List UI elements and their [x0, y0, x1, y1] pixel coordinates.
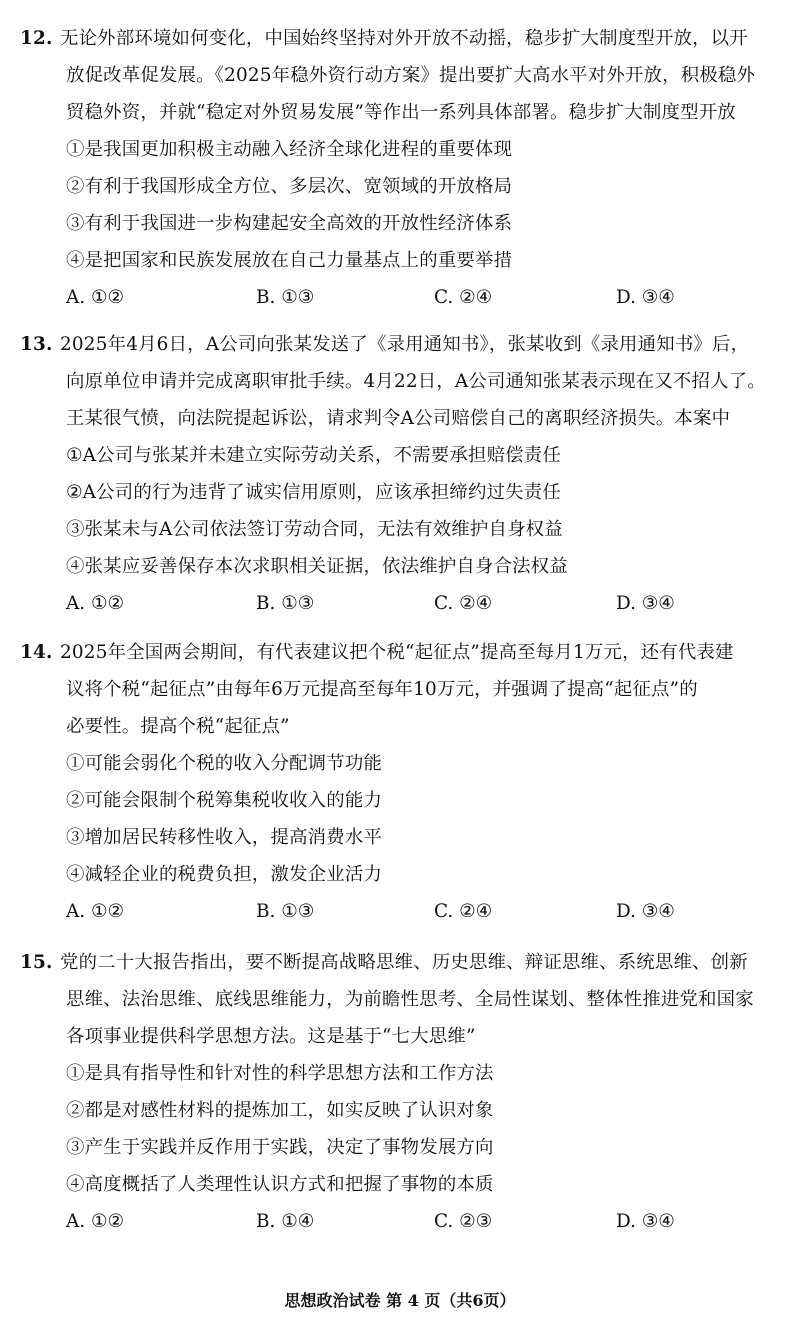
answer-choices [20, 585, 790, 622]
question-stem-line: 向原单位申请并完成离职审批手续。4月22日，A公司通知张某表示现在又不招人了。 [66, 371, 766, 392]
question-number: 12. [20, 28, 53, 49]
choice-b: B. ①③ [256, 593, 315, 614]
statement-option: ①可能会弱化个税的收入分配调节功能 [66, 753, 383, 774]
choice-a: A. ①② [66, 593, 124, 614]
statement-option: ③增加居民转移性收入，提高消费水平 [66, 827, 383, 848]
choice-a: A. ①② [66, 901, 124, 922]
choice-a: A. ①② [66, 1211, 124, 1232]
question-stem-line: 放促改革促发展。《2025年稳外资行动方案》提出要扩大高水平对外开放，积极稳外 [66, 65, 756, 86]
statement-option: ③张某未与A公司依法签订劳动合同，无法有效维护自身权益 [66, 519, 563, 540]
question-number: 15. [20, 952, 53, 973]
choice-c: C. ②④ [434, 593, 493, 614]
choice-b: B. ①③ [256, 287, 315, 308]
statement-option: ②可能会限制个税筹集税收收入的能力 [66, 790, 383, 811]
choice-b: B. ①③ [256, 901, 315, 922]
question-12 [20, 20, 790, 316]
question-stem-line: 14. 2025年全国两会期间，有代表建议把个税“起征点”提高至每月1万元，还有代表建 [20, 634, 790, 671]
answer-choices [20, 279, 790, 316]
question-13 [20, 326, 790, 622]
statement-option: ①是我国更加积极主动融入经济全球化进程的重要体现 [66, 139, 513, 160]
statement-option: ④高度概括了人类理性认识方式和把握了事物的本质 [66, 1174, 494, 1195]
question-stem-line: 15. 党的二十大报告指出，要不断提高战略思维、历史思维、辩证思维、系统思维、创新 [20, 944, 790, 981]
choice-d: D. ③④ [616, 1211, 675, 1232]
question-stem-line: 贸稳外资，并就“稳定对外贸易发展”等作出一系列具体部署。稳步扩大制度型开放 [66, 102, 736, 123]
statement-option: ②都是对感性材料的提炼加工，如实反映了认识对象 [66, 1100, 494, 1121]
question-stem-line: 思维、法治思维、底线思维能力，为前瞻性思考、全局性谋划、整体性推进党和国家 [66, 989, 754, 1010]
choice-d: D. ③④ [616, 901, 675, 922]
statement-option: ④张某应妥善保存本次求职相关证据，依法维护自身合法权益 [66, 556, 568, 577]
choice-d: D. ③④ [616, 593, 675, 614]
statement-option: ②A公司的行为违背了诚实信用原则，应该承担缔约过失责任 [66, 482, 561, 503]
question-number: 13. [20, 334, 53, 355]
page-footer: 思想政治试卷 第 4 页（共6页） [284, 1291, 516, 1310]
statement-option: ①是具有指导性和针对性的科学思想方法和工作方法 [66, 1063, 494, 1084]
choice-d: D. ③④ [616, 287, 675, 308]
question-14 [20, 634, 790, 930]
question-stem-line: 议将个税“起征点”由每年6万元提高至每年10万元，并强调了提高“起征点”的 [66, 679, 698, 700]
question-stem-line: 13. 2025年4月6日，A公司向张某发送了《录用通知书》，张某收到《录用通知书》后， [20, 326, 790, 363]
answer-choices [20, 893, 790, 930]
answer-choices [20, 1203, 790, 1240]
question-number: 14. [20, 642, 53, 663]
question-15 [20, 944, 790, 1240]
choice-b: B. ①④ [256, 1211, 315, 1232]
statement-option: ④减轻企业的税费负担，激发企业活力 [66, 864, 383, 885]
statement-option: ②有利于我国形成全方位、多层次、宽领域的开放格局 [66, 176, 513, 197]
choice-a: A. ①② [66, 287, 124, 308]
statement-option: ①A公司与张某并未建立实际劳动关系，不需要承担赔偿责任 [66, 445, 561, 466]
question-stem-line: 王某很气愤，向法院提起诉讼，请求判令A公司赔偿自己的离职经济损失。本案中 [66, 408, 731, 429]
choice-c: C. ②④ [434, 901, 493, 922]
statement-option: ③有利于我国进一步构建起安全高效的开放性经济体系 [66, 213, 513, 234]
choice-c: C. ②③ [434, 1211, 493, 1232]
statement-option: ④是把国家和民族发展放在自己力量基点上的重要举措 [66, 250, 513, 271]
question-stem-line: 12. 无论外部环境如何变化，中国始终坚持对外开放不动摇，稳步扩大制度型开放，以开 [20, 20, 790, 57]
question-stem-line: 必要性。提高个税“起征点” [66, 716, 290, 737]
choice-c: C. ②④ [434, 287, 493, 308]
question-stem-line: 各项事业提供科学思想方法。这是基于“七大思维” [66, 1026, 476, 1047]
statement-option: ③产生于实践并反作用于实践，决定了事物发展方向 [66, 1137, 494, 1158]
